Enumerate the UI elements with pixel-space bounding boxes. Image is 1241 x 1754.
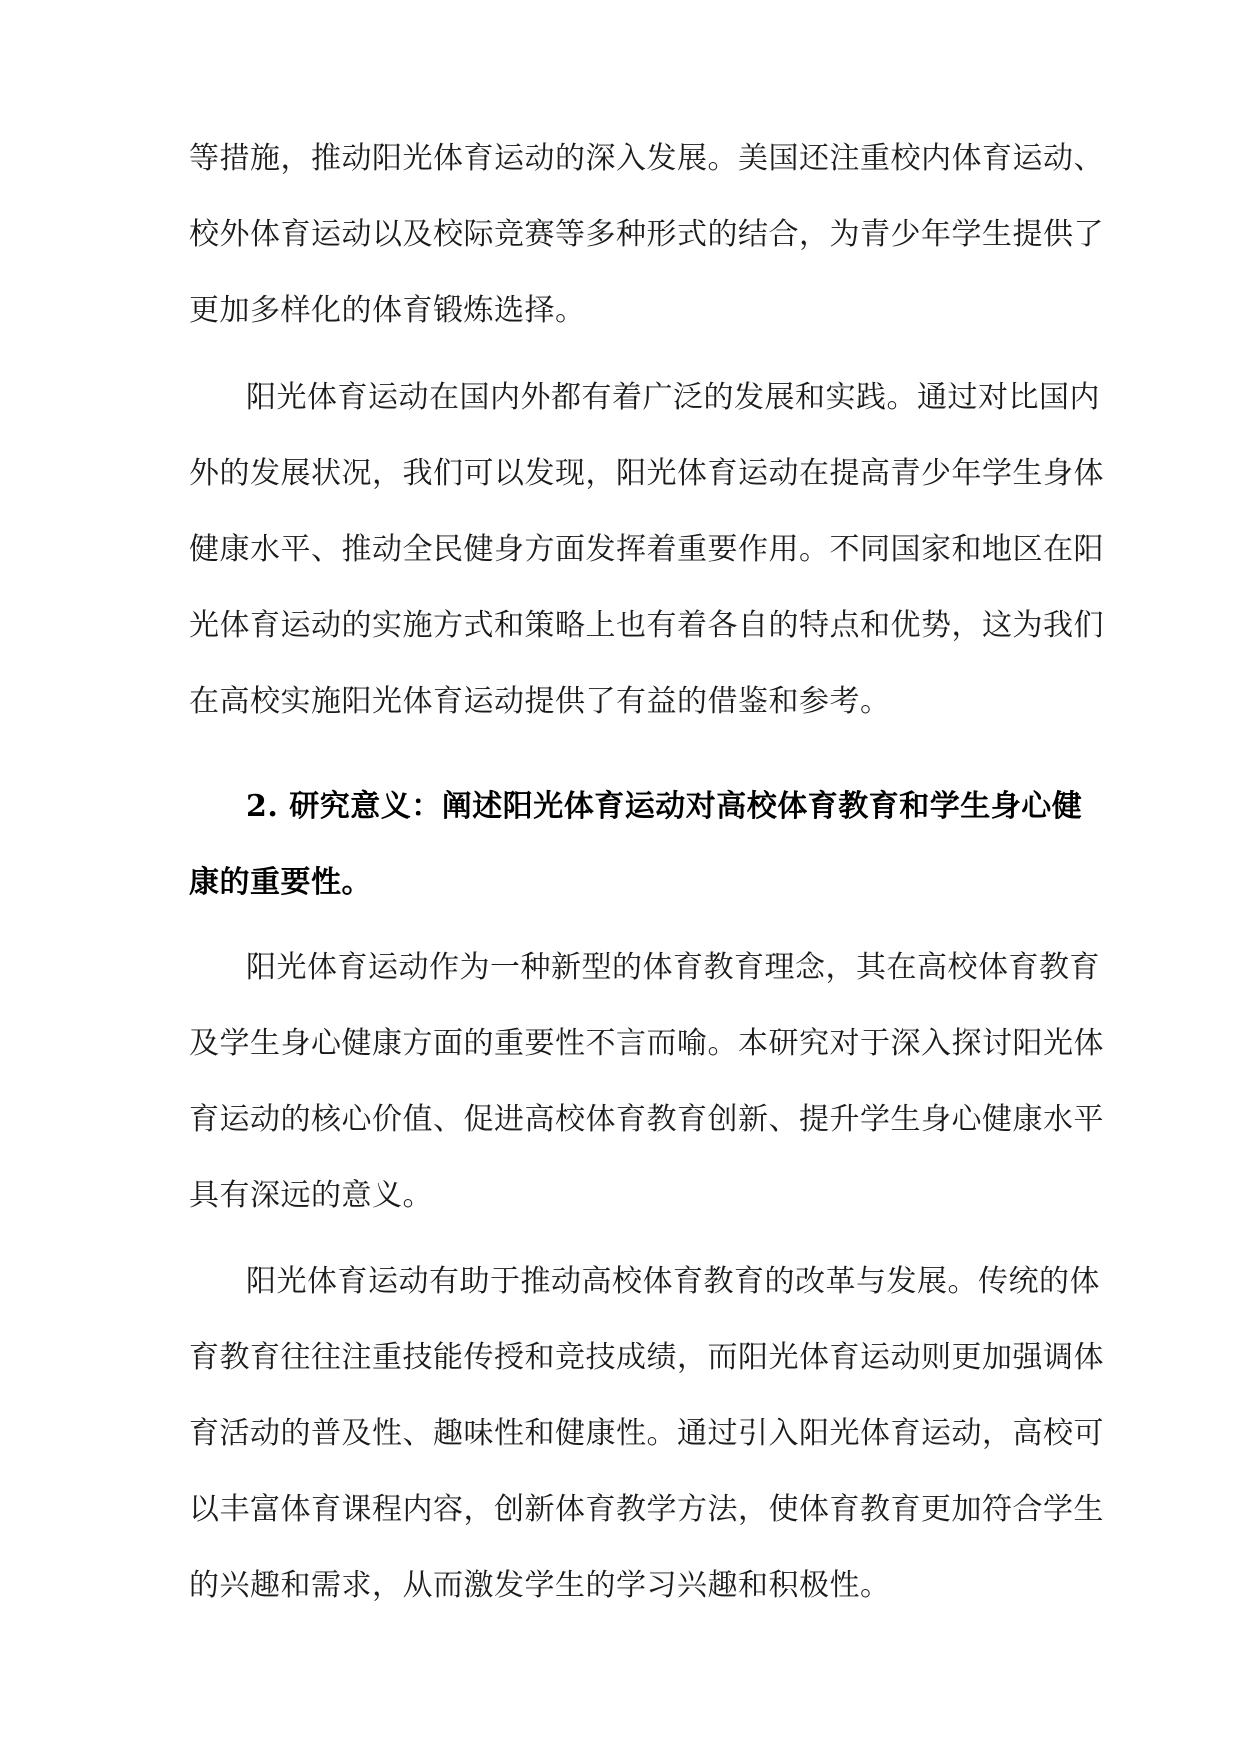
paragraph-first-line: 阳光体育运动作为一种新型的体育教育理念，其在高校体育教育 <box>246 950 1100 985</box>
text-line: 健康水平、推动全民健身方面发挥着重要作用。不同国家和地区在阳 <box>189 532 1104 567</box>
section-heading: 2. 研究意义：阐述阳光体育运动对高校体育教育和学生身心健 <box>246 789 1083 824</box>
text-line: 育活动的普及性、趣味性和健康性。通过引入阳光体育运动，高校可 <box>189 1416 1104 1451</box>
text-line: 育运动的核心价值、促进高校体育教育创新、提升学生身心健康水平 <box>189 1102 1104 1137</box>
text-line: 校外体育运动以及校际竞赛等多种形式的结合，为青少年学生提供了 <box>189 217 1104 252</box>
text-line: 的兴趣和需求，从而激发学生的学习兴趣和积极性。 <box>189 1568 891 1603</box>
section-heading-continued: 康的重要性。 <box>189 865 372 900</box>
text-line: 光体育运动的实施方式和策略上也有着各自的特点和优势，这为我们 <box>189 608 1104 643</box>
text-line: 外的发展状况，我们可以发现，阳光体育运动在提高青少年学生身体 <box>189 456 1104 491</box>
text-line: 以丰富体育课程内容，创新体育教学方法，使体育教育更加符合学生 <box>189 1492 1104 1527</box>
text-line: 育教育往往注重技能传授和竞技成绩，而阳光体育运动则更加强调体 <box>189 1340 1104 1375</box>
text-line: 更加多样化的体育锻炼选择。 <box>189 293 586 328</box>
paragraph-first-line: 阳光体育运动有助于推动高校体育教育的改革与发展。传统的体 <box>246 1264 1100 1299</box>
text-line: 在高校实施阳光体育运动提供了有益的借鉴和参考。 <box>189 684 891 719</box>
text-line: 及学生身心健康方面的重要性不言而喻。本研究对于深入探讨阳光体 <box>189 1026 1104 1061</box>
text-line: 具有深远的意义。 <box>189 1178 433 1213</box>
paragraph-first-line: 阳光体育运动在国内外都有着广泛的发展和实践。通过对比国内 <box>246 380 1100 415</box>
text-line: 等措施，推动阳光体育运动的深入发展。美国还注重校内体育运动、 <box>189 141 1104 176</box>
